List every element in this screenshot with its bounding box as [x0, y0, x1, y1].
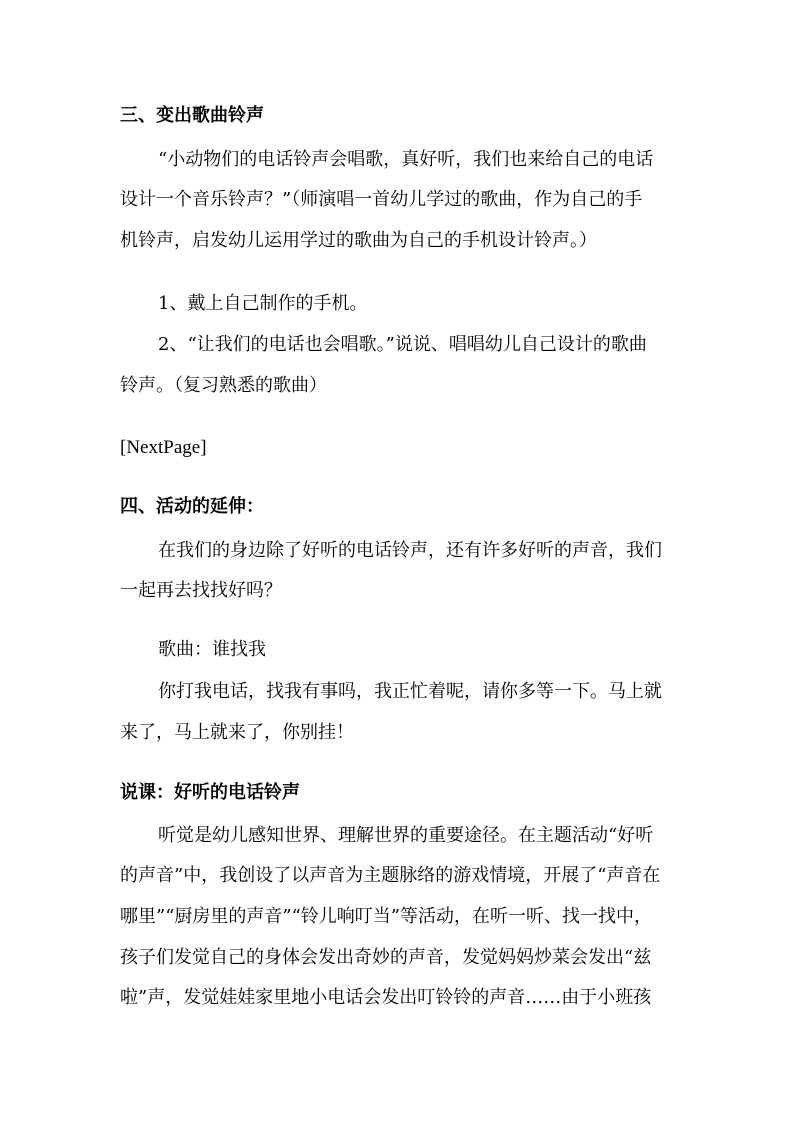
next-page-marker: [NextPage]	[120, 437, 207, 458]
section3-item1: 1、戴上自己制作的手机。	[158, 293, 368, 314]
section3-para1-line2: 设计一个音乐铃声？”（师演唱一首幼儿学过的歌曲，作为自己的手	[120, 189, 643, 210]
lecture-para1-line5: 啦”声，发觉娃娃家里地小电话会发出叮铃铃的声音……由于小班孩	[120, 987, 652, 1008]
section4-para1-line1: 在我们的身边除了好听的电话铃声，还有许多好听的声音，我们	[158, 540, 662, 561]
lecture-para1-line1: 听觉是幼儿感知世界、理解世界的重要途径。在主题活动“好听	[158, 825, 654, 846]
lecture-para1-line2: 的声音”中，我创设了以声音为主题脉络的游戏情境，开展了“声音在	[120, 865, 661, 886]
section3-item2-line2: 铃声。（复习熟悉的歌曲）	[120, 375, 327, 396]
section3-heading: 三、变出歌曲铃声	[120, 105, 264, 126]
section4-heading: 四、活动的延伸：	[120, 496, 264, 517]
lyrics-line2: 来了，马上就来了，你别挂！	[120, 722, 354, 743]
section3-para1-line3: 机铃声，启发幼儿运用学过的歌曲为自己的手机设计铃声。）	[120, 230, 597, 251]
section3-item2-line1: 2、“让我们的电话也会唱歌。”说说、唱唱幼儿自己设计的歌曲	[158, 334, 647, 355]
lyrics-line1: 你打我电话，找我有事吗，我正忙着呢，请你多等一下。马上就	[158, 681, 662, 702]
lecture-para1-line4: 孩子们发觉自己的身体会发出奇妙的声音，发觉妈妈炒菜会发出“兹	[120, 947, 652, 968]
song-title: 歌曲：谁找我	[158, 639, 266, 660]
section4-para1-line2: 一起再去找找好吗？	[120, 580, 282, 601]
lecture-para1-line3: 哪里”“厨房里的声音”“铃儿响叮当”等活动，在听一听、找一找中，	[120, 906, 653, 927]
section3-para1-line1: “小动物们的电话铃声会唱歌，真好听，我们也来给自己的电话	[158, 149, 654, 170]
lecture-heading: 说课：好听的电话铃声	[120, 782, 300, 803]
